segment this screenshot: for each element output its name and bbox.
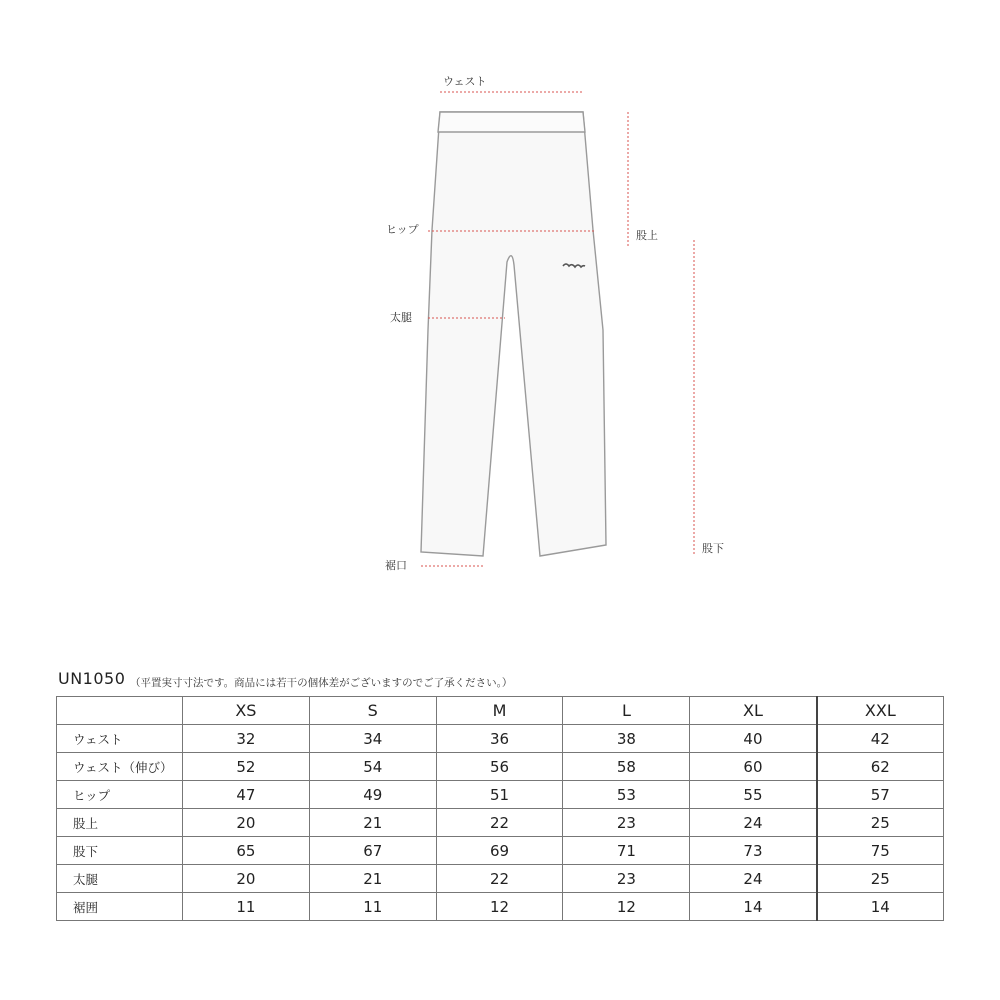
waistband (438, 112, 585, 132)
size-header-xs: XS (183, 697, 310, 725)
table-cell: 21 (309, 865, 436, 893)
row-label: ウェスト（伸び） (57, 753, 183, 781)
table-cell: 22 (436, 865, 563, 893)
thigh-label: 太腿 (390, 311, 412, 324)
table-cell: 14 (690, 893, 817, 921)
table-cell: 55 (690, 781, 817, 809)
table-cell: 38 (563, 725, 690, 753)
pants-body (421, 112, 606, 556)
table-cell: 42 (817, 725, 944, 753)
table-cell: 12 (563, 893, 690, 921)
inseam-label: 股下 (702, 542, 724, 555)
table-cell: 21 (309, 809, 436, 837)
table-cell: 49 (309, 781, 436, 809)
table-cell: 34 (309, 725, 436, 753)
table-cell: 24 (690, 865, 817, 893)
table-cell: 58 (563, 753, 690, 781)
table-cell: 54 (309, 753, 436, 781)
table-cell: 25 (817, 865, 944, 893)
table-row (57, 809, 944, 837)
table-cell: 60 (690, 753, 817, 781)
size-header-row (57, 697, 944, 725)
table-cell: 62 (817, 753, 944, 781)
row-label: 太腿 (57, 865, 183, 893)
row-label: ヒップ (57, 781, 183, 809)
table-row (57, 837, 944, 865)
measurement-note: （平置実寸寸法です。商品には若干の個体差がございますのでご了承ください。） (130, 677, 513, 689)
table-cell: 11 (183, 893, 310, 921)
size-header-l: L (563, 697, 690, 725)
table-row (57, 725, 944, 753)
row-label: 股上 (57, 809, 183, 837)
size-header-xl: XL (690, 697, 817, 725)
table-cell: 65 (183, 837, 310, 865)
table-row (57, 781, 944, 809)
size-table (56, 696, 944, 921)
row-label: ウェスト (57, 725, 183, 753)
table-cell: 22 (436, 809, 563, 837)
size-header-s: S (309, 697, 436, 725)
table-row (57, 865, 944, 893)
row-label: 裾囲 (57, 893, 183, 921)
table-cell: 11 (309, 893, 436, 921)
row-label: 股下 (57, 837, 183, 865)
table-cell: 56 (436, 753, 563, 781)
table-cell: 23 (563, 865, 690, 893)
table-cell: 69 (436, 837, 563, 865)
table-cell: 75 (817, 837, 944, 865)
table-cell: 20 (183, 865, 310, 893)
table-cell: 47 (183, 781, 310, 809)
table-row (57, 893, 944, 921)
rise-label: 股上 (636, 229, 658, 242)
table-cell: 53 (563, 781, 690, 809)
waist-label: ウェスト (443, 75, 487, 88)
product-code: UN1050 (58, 669, 126, 688)
table-cell: 40 (690, 725, 817, 753)
table-cell: 14 (817, 893, 944, 921)
hem-label: 裾口 (385, 559, 407, 572)
table-cell: 52 (183, 753, 310, 781)
table-cell: 73 (690, 837, 817, 865)
table-cell: 67 (309, 837, 436, 865)
size-header-xxl: XXL (817, 697, 944, 725)
table-cell: 24 (690, 809, 817, 837)
hip-label: ヒップ (386, 223, 419, 236)
table-cell: 36 (436, 725, 563, 753)
table-cell: 51 (436, 781, 563, 809)
table-row (57, 753, 944, 781)
table-cell: 32 (183, 725, 310, 753)
table-cell: 57 (817, 781, 944, 809)
size-header-m: M (436, 697, 563, 725)
table-cell: 20 (183, 809, 310, 837)
header-corner (57, 697, 183, 725)
table-cell: 12 (436, 893, 563, 921)
table-cell: 71 (563, 837, 690, 865)
table-cell: 23 (563, 809, 690, 837)
table-cell: 25 (817, 809, 944, 837)
